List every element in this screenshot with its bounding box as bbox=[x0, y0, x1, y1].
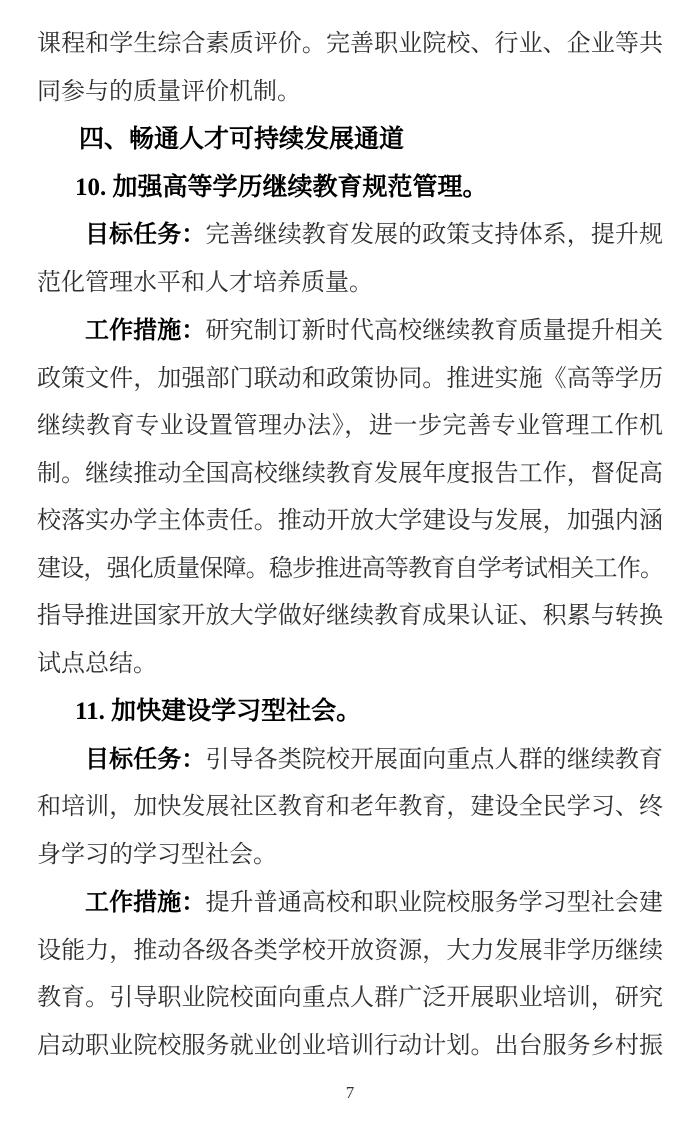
text-line bbox=[37, 307, 663, 356]
paragraph-label: 工作措施： bbox=[85, 317, 206, 344]
text-segment: 和培训，加快发展社区教育和老年教育，建设全民学习、终 bbox=[37, 794, 663, 820]
text-segment: 设能力，推动各级各类学校开放资源，大力发展非学历继续 bbox=[37, 937, 663, 964]
text-segment: 提升普通高校和职业院校服务学习型社会建 bbox=[205, 890, 664, 916]
text-segment: 校落实办学主体责任。推动开放大学建设与发展，加强内涵 bbox=[37, 508, 663, 534]
section-heading bbox=[37, 688, 663, 736]
text-line bbox=[37, 928, 663, 976]
text-line bbox=[37, 546, 663, 594]
text-segment: 四、畅通人才可持续发展通道 bbox=[79, 125, 405, 153]
text-line bbox=[37, 593, 663, 641]
text-line bbox=[37, 1023, 663, 1071]
text-segment: 启动职业院校服务就业创业培训行动计划。出台服务乡村振 bbox=[37, 1032, 663, 1059]
text-line bbox=[37, 69, 663, 117]
text-segment: 政策文件，加强部门联动和政策协同。推进实施《高等学历 bbox=[37, 365, 663, 392]
text-line bbox=[37, 736, 663, 785]
text-segment: 建设，强化质量保障。稳步推进高等教育自学考试相关工作。 bbox=[37, 555, 663, 582]
text-line bbox=[37, 641, 663, 689]
paragraph-label: 目标任务： bbox=[85, 221, 206, 248]
page-number: 7 bbox=[345, 1083, 355, 1102]
text-segment: 研究制订新时代高校继续教育质量提升相关 bbox=[205, 318, 664, 344]
text-segment: 教育。引导职业院校面向重点人群广泛开展职业培训，研究 bbox=[37, 985, 663, 1011]
text-segment: 制。继续推动全国高校继续教育发展年度报告工作，督促高 bbox=[37, 460, 663, 487]
text-line bbox=[37, 211, 663, 260]
text-segment: 11. 加快建设学习型社会。 bbox=[75, 698, 362, 725]
text-segment: 范化管理水平和人才培养质量。 bbox=[37, 269, 373, 296]
text-segment: 课程和学生综合素质评价。完善职业院校、行业、企业等共 bbox=[37, 31, 663, 57]
text-segment: 同参与的质量评价机制。 bbox=[37, 78, 301, 105]
text-line bbox=[37, 784, 663, 832]
text-segment: 继续教育专业设置管理办法》，进一步完善专业管理工作机 bbox=[37, 413, 663, 439]
text-line bbox=[37, 21, 663, 69]
text-line bbox=[37, 260, 663, 308]
text-segment: 引导各类院校开展面向重点人群的继续教育 bbox=[205, 746, 664, 773]
section-heading bbox=[37, 164, 663, 212]
page-footer bbox=[0, 1065, 700, 1131]
paragraph-label: 工作措施： bbox=[85, 889, 206, 916]
text-line bbox=[37, 498, 663, 546]
text-segment: 指导推进国家开放大学做好继续教育成果认证、积累与转换 bbox=[37, 603, 663, 629]
text-line bbox=[37, 356, 663, 404]
text-segment: 10. 加强高等学历继续教育规范管理。 bbox=[75, 173, 488, 201]
section-heading bbox=[37, 116, 663, 164]
text-line bbox=[37, 403, 663, 451]
text-line bbox=[37, 832, 663, 880]
text-line bbox=[37, 451, 663, 499]
text-line bbox=[37, 879, 663, 928]
text-segment: 完善继续教育发展的政策支持体系，提升规 bbox=[205, 222, 664, 248]
text-line bbox=[37, 975, 663, 1023]
text-segment: 试点总结。 bbox=[37, 650, 157, 677]
text-segment: 身学习的学习型社会。 bbox=[37, 841, 277, 868]
paragraph-label: 目标任务： bbox=[85, 745, 206, 773]
